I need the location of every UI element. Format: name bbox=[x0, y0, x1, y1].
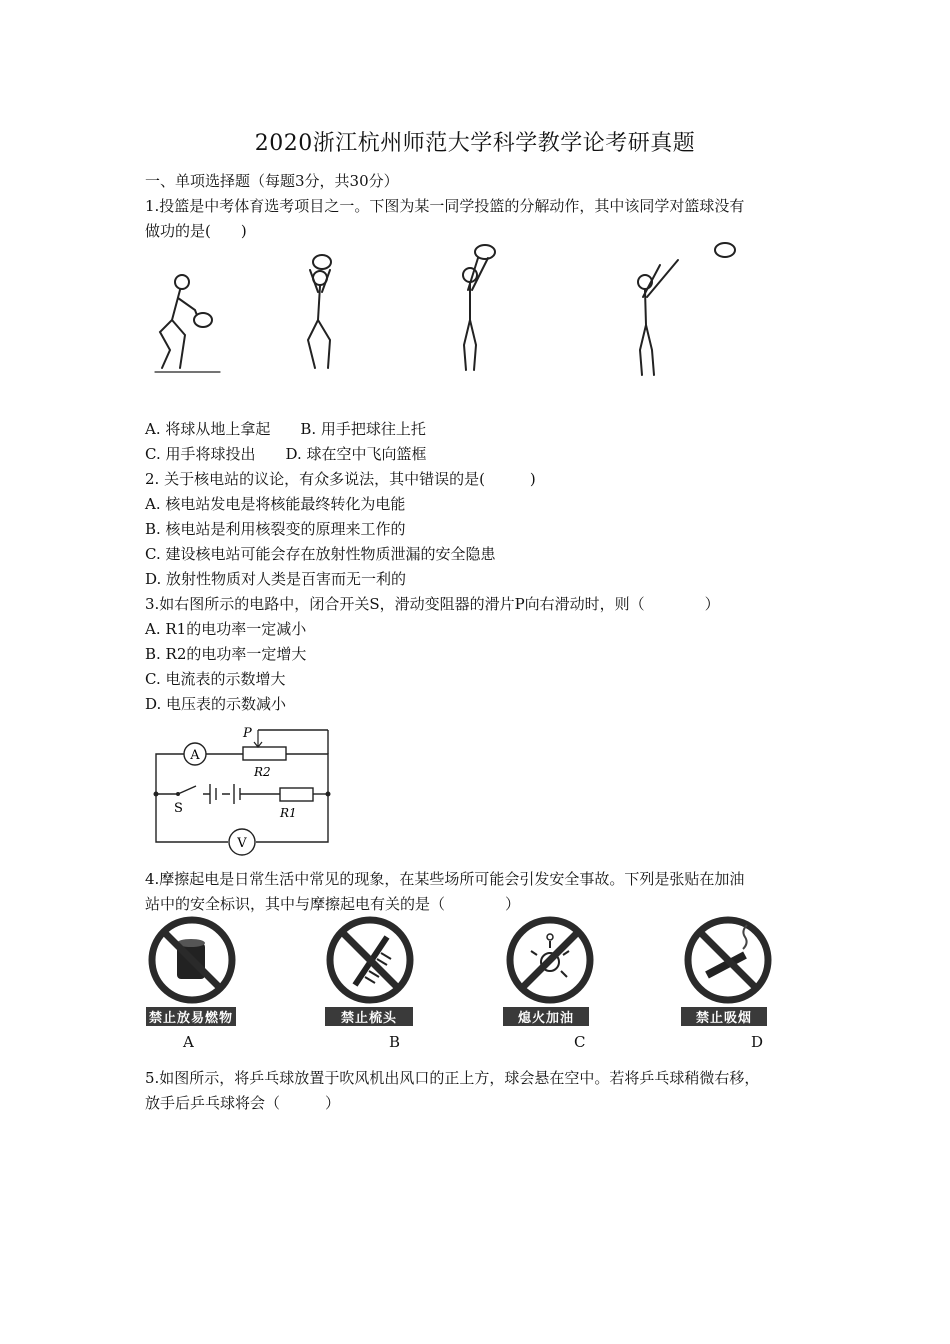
q2-option-d: D. 放射性物质对人类是百害而无一利的 bbox=[145, 570, 407, 588]
basketball-sequence-figure bbox=[140, 240, 780, 385]
switch-label: S bbox=[174, 801, 183, 816]
q2-option-c: C. 建设核电站可能会存在放射性物质泄漏的安全隐患 bbox=[145, 545, 496, 563]
ammeter-label: A bbox=[190, 748, 200, 763]
q1-options-line2: C. 用手将球投出 D. 球在空中飞向篮框 bbox=[145, 445, 427, 463]
q2-option-a: A. 核电站发电是将核能最终转化为电能 bbox=[145, 495, 406, 513]
sign-engine-off-icon bbox=[505, 915, 595, 1005]
sign-no-flammables-icon bbox=[147, 915, 237, 1005]
resistor-r2 bbox=[243, 747, 286, 760]
figure-3-push bbox=[463, 245, 495, 370]
q5-stem-line2: 放手后乒乓球将会（ ） bbox=[145, 1094, 341, 1112]
q3-option-a: A. R1的电功率一定减小 bbox=[145, 620, 307, 638]
sign-label-a: 禁止放易燃物 bbox=[146, 1007, 236, 1026]
q3-option-d: D. 电压表的示数减小 bbox=[145, 695, 287, 713]
q4-stem-line1: 4.摩擦起电是日常生活中常见的现象，在某些场所可能会引发安全事故。下列是张贴在加油 bbox=[145, 870, 745, 888]
q2-option-b: B. 核电站是利用核裂变的原理来工作的 bbox=[145, 520, 406, 538]
q5-stem-line1: 5.如图所示，将乒乓球放置于吹风机出风口的正上方，球会悬在空中。若将乒乓球稍微右移， bbox=[145, 1069, 760, 1087]
section-heading: 一、单项选择题（每题3分，共30分） bbox=[145, 172, 399, 190]
sign-letter-d: D bbox=[751, 1033, 764, 1051]
sign-letter-c: C bbox=[574, 1033, 586, 1051]
sign-label-c: 熄火加油 bbox=[503, 1007, 589, 1026]
r2-label: R2 bbox=[254, 765, 271, 779]
q2-stem: 2. 关于核电站的议论，有众多说法，其中错误的是( ) bbox=[145, 470, 536, 488]
voltmeter-label: V bbox=[237, 836, 247, 851]
resistor-r1 bbox=[280, 788, 313, 801]
q1-options-line1: A. 将球从地上拿起 B. 用手把球往上托 bbox=[145, 420, 426, 438]
sign-letter-b: B bbox=[389, 1033, 401, 1051]
q4-stem-line2: 站中的安全标识，其中与摩擦起电有关的是（ ） bbox=[145, 895, 521, 913]
sign-no-combing-icon bbox=[325, 915, 415, 1005]
figure-2-lift bbox=[308, 255, 331, 368]
q3-option-b: B. R2的电功率一定增大 bbox=[145, 645, 307, 663]
q1-stem-line1: 1.投篮是中考体育选考项目之一。下图为某一同学投篮的分解动作，其中该同学对篮球没有 bbox=[145, 197, 745, 215]
q3-stem: 3.如右图所示的电路中，闭合开关S，滑动变阻器的滑片P向右滑动时，则（ ） bbox=[145, 595, 720, 613]
sign-label-b: 禁止梳头 bbox=[325, 1007, 413, 1026]
sign-label-d: 禁止吸烟 bbox=[681, 1007, 767, 1026]
q1-stem-line2: 做功的是( ) bbox=[145, 222, 247, 240]
sign-letter-a: A bbox=[183, 1033, 194, 1051]
slider-arrow-icon bbox=[254, 730, 262, 747]
sign-no-smoking-icon bbox=[683, 915, 773, 1005]
circuit-diagram bbox=[148, 722, 338, 862]
figure-1-crouch bbox=[155, 275, 220, 372]
r1-label: R1 bbox=[280, 806, 297, 820]
figure-4-release bbox=[638, 243, 735, 375]
page-title: 2020浙江杭州师范大学科学教学论考研真题 bbox=[254, 131, 696, 156]
slider-label: P bbox=[243, 726, 252, 741]
q3-option-c: C. 电流表的示数增大 bbox=[145, 670, 286, 688]
